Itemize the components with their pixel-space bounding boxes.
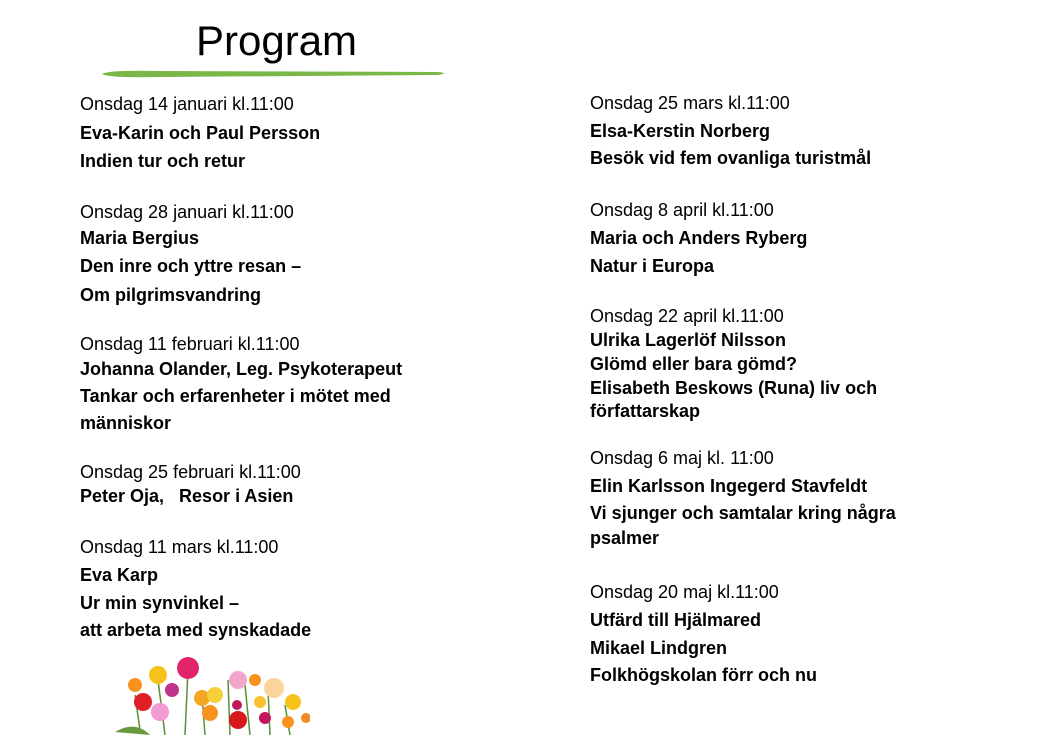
page-title: Program: [196, 17, 358, 64]
event-line: Eva Karp: [80, 565, 159, 585]
event-line: Elsa-Kerstin Norberg: [590, 121, 771, 141]
event-line: människor: [80, 413, 172, 433]
event-line: Eva-Karin och Paul Persson: [80, 123, 321, 143]
event-line: Elisabeth Beskows (Runa) liv och: [590, 378, 878, 398]
flowers-image: [110, 650, 310, 740]
event-date: Onsdag 25 mars kl.11:00: [590, 93, 790, 113]
event-date: Onsdag 6 maj kl. 11:00: [590, 448, 774, 468]
event-line: Mikael Lindgren: [590, 638, 728, 658]
event-date: Onsdag 22 april kl.11:00: [590, 306, 784, 326]
event-line: Den inre och yttre resan –: [80, 256, 302, 276]
event-date: Onsdag 20 maj kl.11:00: [590, 582, 779, 602]
event-line: psalmer: [590, 528, 660, 548]
event-line: Folkhögskolan förr och nu: [590, 665, 818, 685]
event-line: Maria Bergius: [80, 228, 200, 248]
event-line: Natur i Europa: [590, 256, 715, 276]
event-date: Onsdag 11 mars kl.11:00: [80, 537, 279, 557]
event-line: att arbeta med synskadade: [80, 620, 312, 640]
event-line: Vi sjunger och samtalar kring några: [590, 503, 896, 523]
event-date: Onsdag 8 april kl.11:00: [590, 200, 774, 220]
event-date: Onsdag 14 januari kl.11:00: [80, 94, 294, 114]
event-line: Maria och Anders Ryberg: [590, 228, 808, 248]
event-line: Peter Oja, Resor i Asien: [80, 486, 294, 506]
event-date: Onsdag 11 februari kl.11:00: [80, 334, 300, 354]
event-line: Johanna Olander, Leg. Psykoterapeut: [80, 359, 403, 379]
event-line: Tankar och erfarenheter i mötet med: [80, 386, 391, 406]
event-line: Ulrika Lagerlöf Nilsson: [590, 330, 787, 350]
event-line: författarskap: [590, 401, 701, 421]
event-line: Besök vid fem ovanliga turistmål: [590, 148, 872, 168]
event-line: Elin Karlsson Ingegerd Stavfeldt: [590, 476, 868, 496]
title-underline: [98, 68, 450, 80]
event-line: Indien tur och retur: [80, 151, 246, 171]
event-date: Onsdag 28 januari kl.11:00: [80, 202, 294, 222]
event-line: Glömd eller bara gömd?: [590, 354, 798, 374]
event-line: Om pilgrimsvandring: [80, 285, 262, 305]
event-line: Ur min synvinkel –: [80, 593, 240, 613]
event-date: Onsdag 25 februari kl.11:00: [80, 462, 301, 482]
event-line: Utfärd till Hjälmared: [590, 610, 762, 630]
